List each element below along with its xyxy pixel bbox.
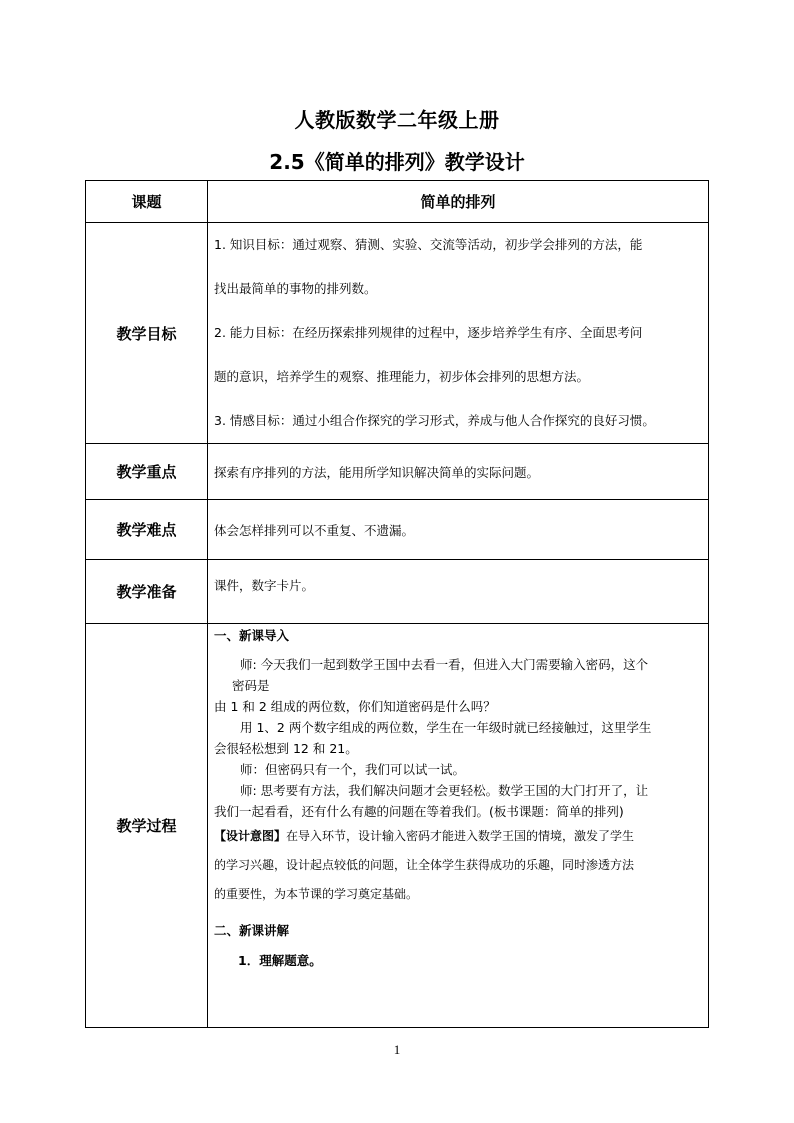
- prep-label: 教学准备: [86, 560, 208, 624]
- goal-line: 找出最简单的事物的排列数。: [214, 281, 377, 296]
- table-row: [86, 624, 709, 1028]
- table-row: [86, 181, 709, 223]
- section-heading: 一、新课导入: [214, 628, 290, 643]
- goal-line: 2. 能力目标：在经历探索排列规律的过程中，逐步培养学生有序、全面思考问: [214, 325, 643, 340]
- table-row: [86, 444, 709, 500]
- process-content: [208, 624, 709, 1028]
- design-intent-line: 的重要性，为本节课的学习奠定基础。: [214, 887, 419, 901]
- process-label: 教学过程: [86, 624, 208, 1028]
- goal-line: 1. 知识目标：通过观察、猜测、实验、交流等活动，初步学会排列的方法，能: [214, 237, 643, 252]
- page-number: 1: [393, 1042, 401, 1057]
- goal-line: 题的意识，培养学生的观察、推理能力，初步体会排列的思想方法。: [214, 369, 590, 384]
- design-intent-line: 的学习兴趣，设计起点较低的问题，让全体学生获得成功的乐趣，同时渗透方法: [214, 858, 635, 872]
- table-row: [86, 560, 709, 624]
- table-row: [86, 223, 709, 444]
- section-heading: 二、新课讲解: [214, 923, 290, 938]
- paragraph-line: 师: 今天我们一起到数学王国中去看一看，但进入大门需要输入密码，这个: [240, 657, 649, 672]
- paragraph-line: 师: 思考要有方法，我们解决问题才会更轻松。数学王国的大门打开了，让: [240, 783, 649, 798]
- difficulty-label: 教学难点: [86, 500, 208, 560]
- key-label: 教学重点: [86, 444, 208, 500]
- design-intent-text: 在导入环节，设计输入密码才能进入数学王国的情境，激发了学生: [286, 829, 635, 843]
- header-value: 简单的排列: [208, 181, 709, 223]
- header-label: 课题: [86, 181, 208, 223]
- paragraph-line: 用 1、2 两个数字组成的两位数，学生在一年级时就已经接触过，这里学生: [240, 720, 652, 735]
- paragraph-line: 会很轻松想到 12 和 21。: [214, 741, 358, 756]
- prep-value: 课件，数字卡片。: [208, 560, 709, 624]
- subsection-heading: 1．理解题意。: [238, 953, 322, 968]
- paragraph-line: 由 1 和 2 组成的两位数，你们知道密码是什么吗？: [214, 699, 496, 714]
- paragraph-line: 我们一起看看，还有什么有趣的问题在等着我们。(板书课题：简单的排列): [214, 804, 624, 819]
- table-row: [86, 500, 709, 560]
- document-subtitle: 2.5《简单的排列》教学设计: [269, 150, 525, 174]
- difficulty-value: 体会怎样排列可以不重复、不遗漏。: [208, 500, 709, 560]
- key-value: 探索有序排列的方法，能用所学知识解决简单的实际问题。: [208, 444, 709, 500]
- design-intent-line: [214, 822, 702, 851]
- document-title: 人教版数学二年级上册: [294, 108, 500, 132]
- paragraph-line: 师：但密码只有一个，我们可以试一试。: [240, 762, 466, 777]
- lesson-plan-table: [85, 180, 709, 1028]
- goal-line: 3. 情感目标：通过小组合作探究的学习形式，养成与他人合作探究的良好习惯。: [214, 413, 655, 428]
- design-intent-tag: 【设计意图】: [214, 829, 287, 843]
- paragraph-line: 密码是: [232, 678, 270, 693]
- goals-content: [208, 223, 709, 444]
- goals-label: 教学目标: [86, 223, 208, 444]
